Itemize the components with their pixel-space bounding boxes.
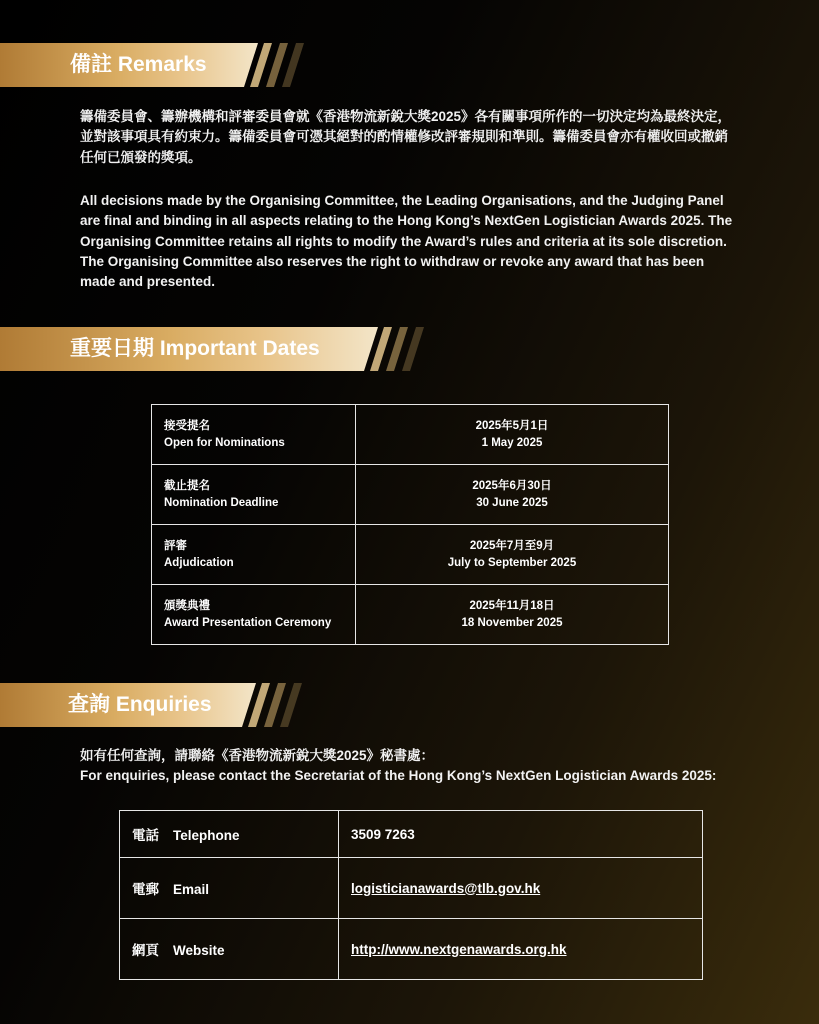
- date-label-en: Nomination Deadline: [164, 496, 279, 509]
- date-label-en: Award Presentation Ceremony: [164, 616, 332, 629]
- remarks-chinese-text: 籌備委員會、籌辦機構和評審委員會就《香港物流新銳大獎2025》各有關事項所作的一切決定均為最終決定，並對該事項具有約束力。籌備委員會可憑其絕對的酌情權修改評審規則和準則。籌備委員會亦有權收回或撤銷任何已頒發的獎項。: [80, 109, 732, 165]
- contact-table: [119, 810, 703, 980]
- date-value-en: 30 June 2025: [476, 496, 548, 509]
- remarks-title: 備註 Remarks: [70, 53, 207, 76]
- contact-label-zh: 電話: [132, 828, 159, 843]
- enquiries-intro-zh: 如有任何查詢，請聯絡《香港物流新銳大獎2025》秘書處：: [80, 748, 435, 763]
- contact-label-en: Email: [173, 882, 210, 897]
- date-value-zh: 2025年5月1日: [475, 419, 549, 432]
- important-dates-header: [0, 327, 440, 371]
- date-label-zh: 截止提名: [164, 479, 210, 492]
- contact-label-en: Telephone: [173, 828, 240, 843]
- date-label-en: Adjudication: [164, 556, 234, 569]
- date-label-zh: 頒獎典禮: [164, 599, 210, 612]
- date-label-en: Open for Nominations: [164, 436, 285, 449]
- contact-label-en: Website: [173, 943, 225, 958]
- contact-label-zh: 電郵: [132, 882, 159, 897]
- enquiries-title: 查詢 Enquiries: [68, 693, 212, 716]
- table-row: [152, 405, 669, 465]
- table-row: [152, 525, 669, 585]
- enquiries-intro: [80, 746, 780, 787]
- telephone-number: 3509 7263: [351, 826, 415, 842]
- date-label-zh: 接受提名: [164, 419, 210, 432]
- table-row: [152, 465, 669, 525]
- table-row: [152, 585, 669, 645]
- date-value-zh: 2025年7月至9月: [469, 539, 555, 552]
- date-value-en: 18 November 2025: [461, 616, 563, 629]
- date-value-zh: 2025年11月18日: [469, 599, 555, 612]
- enquiries-header: [0, 683, 320, 727]
- website-link[interactable]: http://www.nextgenawards.org.hk: [351, 941, 567, 957]
- date-value-en: 1 May 2025: [481, 436, 543, 449]
- enquiries-intro-en: For enquiries, please contact the Secretariat of the Hong Kong’s NextGen Logistician Awards 2025:: [80, 768, 717, 784]
- remarks-header: [0, 43, 320, 87]
- remarks-english-text: All decisions made by the Organising Committee, the Leading Organisations, and the Judging Panel are final and binding in all aspects relating to the Hong Kong’s NextGen Logistician Awards 2025. The Organising Committee retains all rights to modify the Award’s rules and criteria at its sole discretion. The Organising Committee also reserves the right to withdraw or revoke any award that has been made and presented.: [80, 193, 733, 290]
- date-label-zh: 評審: [164, 539, 187, 552]
- important-dates-table: [151, 404, 669, 645]
- table-row: [120, 919, 703, 980]
- table-row: [120, 858, 703, 919]
- date-value-en: July to September 2025: [447, 556, 577, 569]
- date-value-zh: 2025年6月30日: [472, 479, 552, 492]
- table-row: [120, 811, 703, 858]
- contact-label-zh: 網頁: [132, 943, 159, 958]
- email-link[interactable]: logisticianawards@tlb.gov.hk: [351, 880, 541, 896]
- important-dates-title: 重要日期 Important Dates: [70, 337, 320, 360]
